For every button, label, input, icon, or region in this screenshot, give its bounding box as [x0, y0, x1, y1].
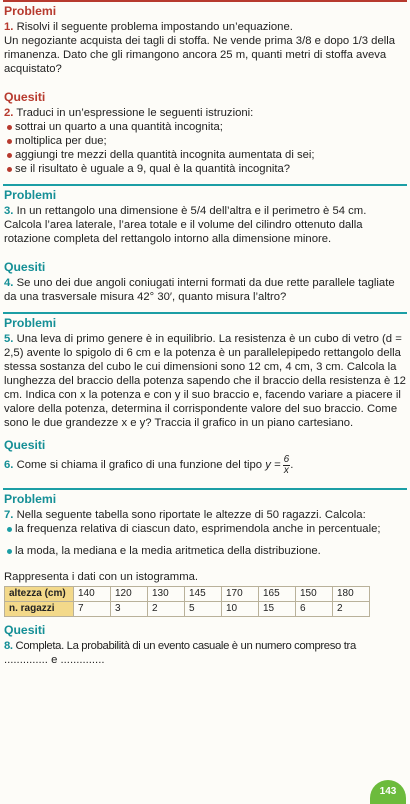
table-row: [5, 602, 370, 617]
exercise-1-text: Un negoziante acquista dei tagli di stoffa. Ne vende prima 3/8 e dopo 1/3 della rimanenza. Dato che gli rimangono ancora 25 m, quanti metri di stoffa aveva acquistato?: [4, 35, 396, 75]
exercise-number: 8.: [4, 640, 13, 652]
exercise-1: [0, 20, 410, 76]
section-heading-problemi-3: Problemi: [4, 188, 57, 202]
exercise-5: [0, 332, 410, 430]
formula-period: .: [290, 459, 294, 471]
exercise-2-intro: Traduci in un’espressione le seguenti istruzioni:: [16, 107, 254, 119]
table-cell: 180: [333, 587, 370, 602]
table-cell: 130: [148, 587, 185, 602]
table-row-label: n. ragazzi: [5, 602, 74, 617]
list-item: la frequenza relativa di ciascun dato, esprimendola anche in percentuale;: [4, 522, 406, 536]
exercise-1-instruction: Risolvi il seguente problema impostando un’equazione.: [16, 21, 293, 33]
exercise-2: [0, 106, 410, 176]
list-item: se il risultato è uguale a 9, qual è la quantità incognita?: [4, 162, 406, 176]
exercise-5-text: Una leva di primo genere è in equilibrio. La resistenza è un cubo di vetro (d = 2,5) avente lo spigolo di 6 cm e la potenza è un parallelepipedo rettangolo della stessa sostanza del cubo le cui dimensioni sono 12 cm, 4 cm, 3 cm. Calcola la lunghezza del braccio della potenza sapendo che il braccio della resistenza è 12 cm. Indica con x la potenza e con y il suo braccio e, facendo variare a piacere il valore della potenza, determina il corrispondente valore del suo braccio. Come sono le due grandezze x e y? Traccia il grafico in un piano cartesiano.: [4, 333, 406, 429]
exercise-6: [0, 454, 410, 476]
table-cell: 170: [222, 587, 259, 602]
fraction-denominator: x: [283, 464, 289, 476]
table-cell: 6: [296, 602, 333, 617]
exercise-7-text: Nella seguente tabella sono riportate le altezze di 50 ragazzi. Calcola:: [16, 509, 366, 521]
section-heading-quesiti-6: Quesiti: [4, 438, 46, 452]
section-heading-problemi-5: Problemi: [4, 316, 57, 330]
exercise-4: [0, 276, 410, 304]
exercise-3: [0, 204, 410, 246]
list-item: sottrai un quarto a una quantità incognita;: [4, 120, 406, 134]
table-row-label: altezza (cm): [5, 587, 74, 602]
section-heading-quesiti-4: Quesiti: [4, 260, 46, 274]
section-heading-quesiti-8: Quesiti: [4, 623, 46, 637]
exercise-4-text: Se uno dei due angoli coniugati interni formati da due rette parallele tagliate da una trasversale misura 42° 30′, quanto misura l’altro?: [4, 277, 395, 303]
formula-y: y =: [265, 459, 281, 471]
section-heading-problemi-7: Problemi: [4, 492, 57, 506]
page-number: 143: [370, 780, 406, 804]
exercise-8-conjunction: e: [51, 654, 58, 666]
section-heading-quesiti-2: Quesiti: [4, 90, 46, 104]
exercise-8: [0, 639, 410, 667]
list-item: moltiplica per due;: [4, 134, 406, 148]
heights-table: [4, 586, 370, 617]
exercise-number: 7.: [4, 509, 14, 521]
answer-blank-2[interactable]: ..............: [60, 654, 105, 666]
table-cell: 165: [259, 587, 296, 602]
table-cell: 15: [259, 602, 296, 617]
list-item: aggiungi tre mezzi della quantità incognita aumentata di sei;: [4, 148, 406, 162]
table-cell: 145: [185, 587, 222, 602]
exercise-number: 1.: [4, 21, 14, 33]
table-row: [5, 587, 370, 602]
exercise-6-text: Come si chiama il grafico di una funzione del tipo: [16, 459, 263, 471]
table-cell: 2: [148, 602, 185, 617]
table-cell: 5: [185, 602, 222, 617]
exercise-7-histogram-instruction: Rappresenta i dati con un istogramma.: [4, 571, 199, 583]
exercise-number: 6.: [4, 459, 14, 471]
exercise-number: 2.: [4, 107, 14, 119]
list-item: la moda, la mediana e la media aritmetica della distribuzione.: [4, 544, 406, 558]
table-cell: 7: [74, 602, 111, 617]
answer-blank-1[interactable]: ..............: [4, 654, 48, 666]
exercise-number: 5.: [4, 333, 14, 345]
table-cell: 10: [222, 602, 259, 617]
exercise-number: 4.: [4, 277, 14, 289]
exercise-7: [0, 508, 410, 584]
table-cell: 150: [296, 587, 333, 602]
table-cell: 140: [74, 587, 111, 602]
fraction-numerator: 6: [283, 453, 290, 465]
exercise-3-text: In un rettangolo una dimensione è 5/4 dell’altra e il perimetro è 54 cm. Calcola l’area laterale, l’area totale e il volume del cilindro ottenuto dalla rotazione completa del rettangolo intorno alla dimensione minore.: [4, 205, 367, 245]
table-cell: 120: [111, 587, 148, 602]
exercise-8-text: Completa. La probabilità di un evento casuale è un numero compreso tra: [15, 640, 356, 652]
table-cell: 3: [111, 602, 148, 617]
table-cell: 2: [333, 602, 370, 617]
exercise-number: 3.: [4, 205, 14, 217]
section-heading-problemi-1: Problemi: [4, 4, 57, 18]
